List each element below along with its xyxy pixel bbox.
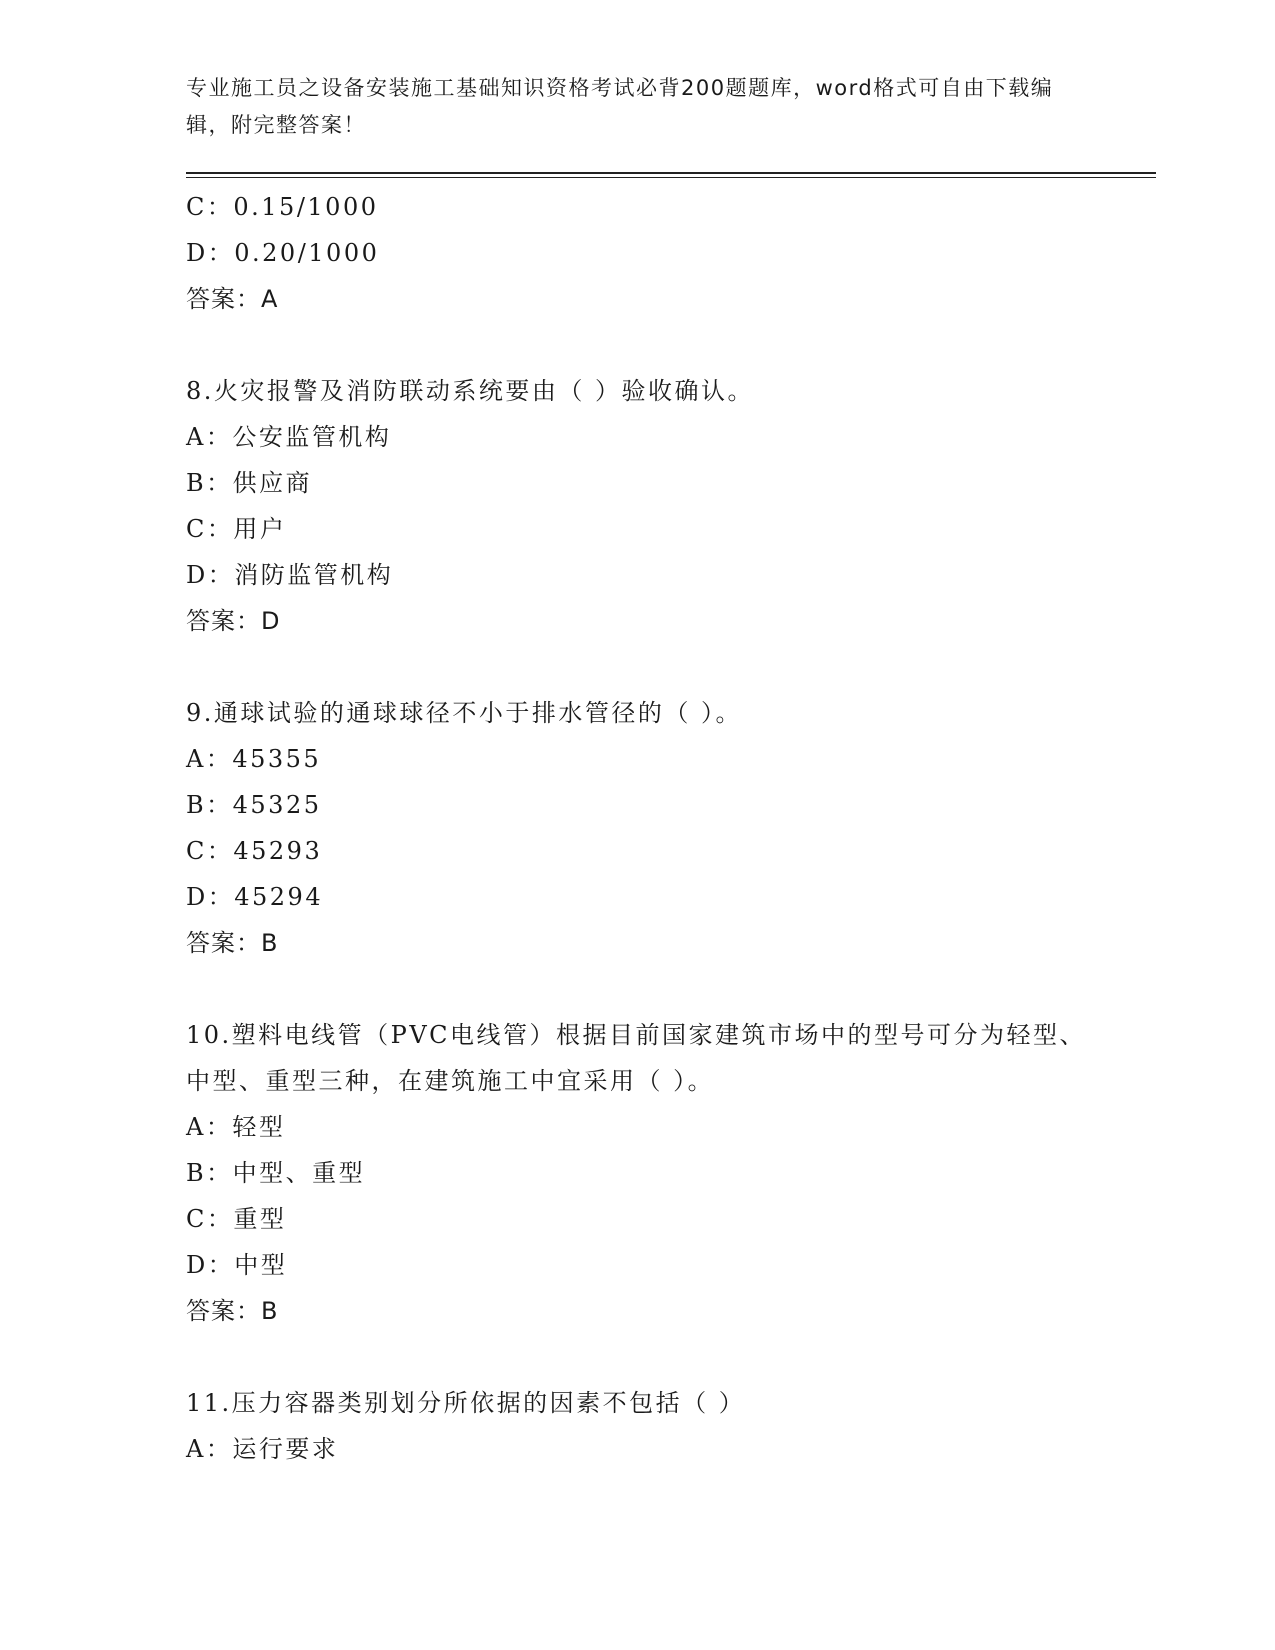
option-text: 0.15/1000 <box>233 193 379 221</box>
option-label: B： <box>186 469 233 497</box>
header-divider <box>186 172 1156 178</box>
option-a <box>186 414 1156 460</box>
answer-line: 答案：B <box>186 929 279 957</box>
option-d <box>186 874 1156 920</box>
option-label: D： <box>186 239 235 267</box>
option-label: D： <box>186 1251 235 1279</box>
option-text: 消防监管机构 <box>234 561 394 589</box>
option-text: 45325 <box>232 791 322 819</box>
option-text: 重型 <box>233 1205 287 1233</box>
option-d <box>186 552 1156 598</box>
option-label: A： <box>186 745 233 773</box>
option-c <box>186 506 1156 552</box>
option-b <box>186 782 1156 828</box>
option-label: B： <box>186 1159 233 1187</box>
option-c <box>186 184 1156 230</box>
option-c <box>186 828 1156 874</box>
question-text: 10.塑料电线管（PVC电线管）根据目前国家建筑市场中的型号可分为轻型、中型、重型三种，在建筑施工中宜采用（ ）。 <box>186 1021 1087 1095</box>
answer-line: 答案：D <box>186 607 281 635</box>
question-text: 11.压力容器类别划分所依据的因素不包括（ ） <box>186 1389 746 1417</box>
option-label: C： <box>186 193 234 221</box>
option-text: 45293 <box>233 837 323 865</box>
option-text: 0.20/1000 <box>234 239 380 267</box>
option-d <box>186 230 1156 276</box>
option-b <box>186 1150 1156 1196</box>
option-label: A： <box>186 423 233 451</box>
option-text: 供应商 <box>232 469 313 497</box>
answer-line: 答案：A <box>186 285 279 313</box>
option-text: 公安监管机构 <box>232 423 392 451</box>
document-body <box>186 184 1156 1472</box>
option-text: 45294 <box>234 883 324 911</box>
option-label: A： <box>186 1113 233 1141</box>
option-label: C： <box>186 515 234 543</box>
option-text: 中型、重型 <box>232 1159 366 1187</box>
option-label: B： <box>186 791 233 819</box>
option-a <box>186 1426 1156 1472</box>
option-label: A： <box>186 1435 233 1463</box>
question-9 <box>186 690 1156 966</box>
answer-line: 答案：B <box>186 1297 279 1325</box>
question-10 <box>186 1012 1156 1334</box>
question-11 <box>186 1380 1156 1472</box>
option-label: C： <box>186 837 234 865</box>
option-text: 运行要求 <box>232 1435 339 1463</box>
option-label: C： <box>186 1205 234 1233</box>
option-a <box>186 1104 1156 1150</box>
option-d <box>186 1242 1156 1288</box>
document-header-title: 专业施工员之设备安装施工基础知识资格考试必背200题题库，word格式可自由下载编辑，附完整答案！ <box>186 76 1054 137</box>
option-c <box>186 1196 1156 1242</box>
question-text: 9.通球试验的通球球径不小于排水管径的（ ）。 <box>186 699 743 727</box>
option-text: 用户 <box>233 515 287 543</box>
option-a <box>186 736 1156 782</box>
question-text: 8.火灾报警及消防联动系统要由（ ）验收确认。 <box>186 377 755 405</box>
option-text: 中型 <box>234 1251 288 1279</box>
option-b <box>186 460 1156 506</box>
option-text: 45355 <box>232 745 322 773</box>
option-label: D： <box>186 883 235 911</box>
option-label: D： <box>186 561 235 589</box>
question-8 <box>186 368 1156 644</box>
option-text: 轻型 <box>232 1113 286 1141</box>
question-7-continuation <box>186 184 1156 322</box>
document-page <box>186 70 1156 1472</box>
